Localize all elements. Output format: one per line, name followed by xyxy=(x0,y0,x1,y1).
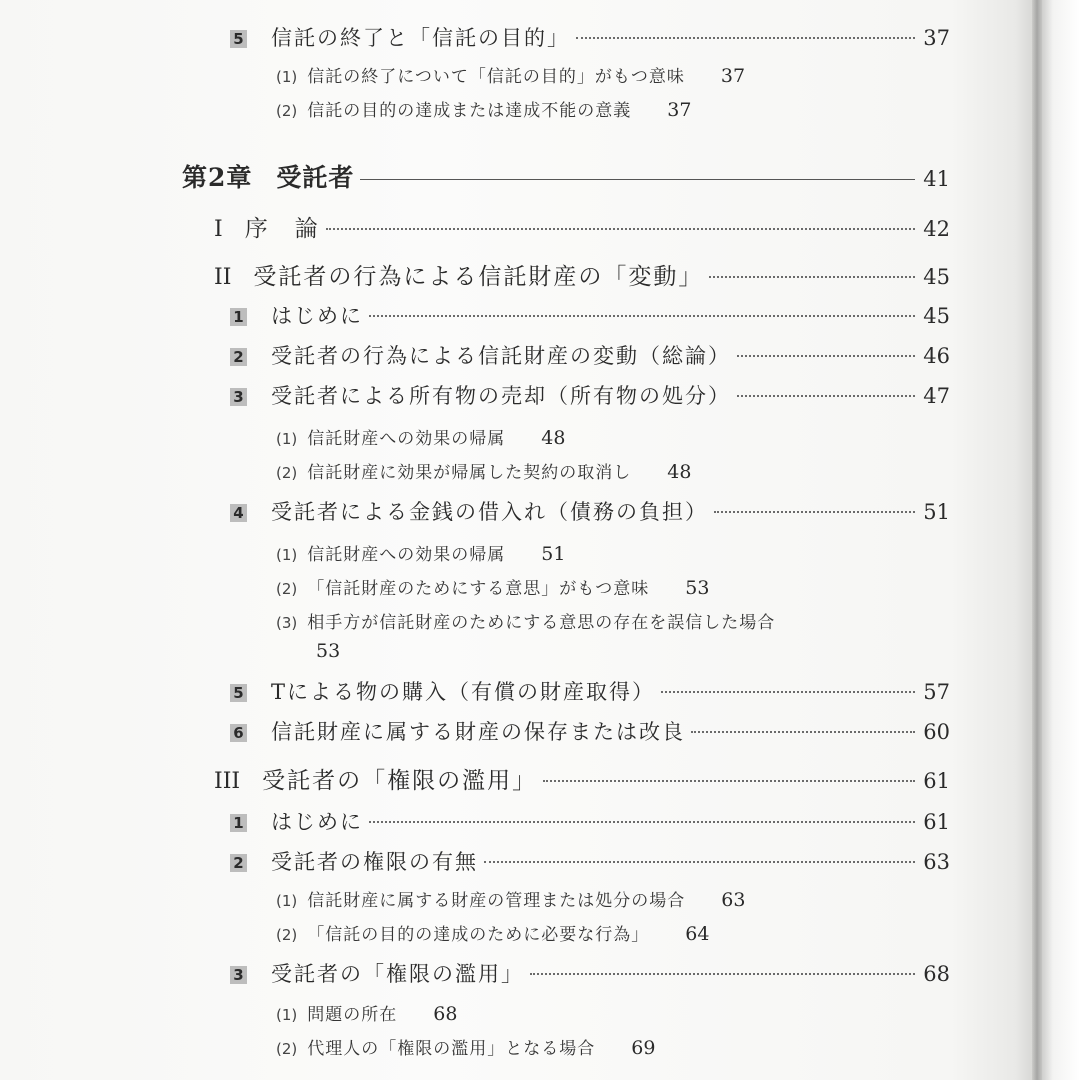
entry-title: 受託者の行為による信託財産の「変動」 xyxy=(253,264,704,290)
section-number-badge: 5 xyxy=(230,684,247,702)
page-number: 51 xyxy=(541,543,566,565)
toc-entry xyxy=(230,846,950,876)
page-number: 60 xyxy=(923,720,950,744)
toc-subentry xyxy=(276,1000,457,1025)
page-number: 61 xyxy=(923,769,950,793)
dot-leader xyxy=(326,228,916,230)
entry-title: 問題の所在 xyxy=(307,1005,398,1025)
dot-leader xyxy=(369,315,915,317)
page-number: 57 xyxy=(923,680,950,704)
rule-leader xyxy=(360,179,915,180)
toc-chapter-entry xyxy=(182,158,950,194)
entry-title: はじめに xyxy=(271,810,363,834)
toc-subentry xyxy=(276,62,745,87)
toc-subentry xyxy=(276,920,709,945)
subsection-number: (1) xyxy=(276,430,298,448)
entry-title: 代理人の「権限の濫用」となる場合 xyxy=(307,1039,596,1059)
section-number-badge: 2 xyxy=(230,854,247,872)
dot-leader xyxy=(709,276,915,278)
part-numeral: II xyxy=(214,265,232,290)
entry-title: 受託者の行為による信託財産の変動（総論） xyxy=(271,344,731,368)
subsection-number: (1) xyxy=(276,546,298,564)
entry-title: はじめに xyxy=(271,304,363,328)
entry-title: 受託者の権限の有無 xyxy=(271,850,478,874)
dot-leader xyxy=(576,37,915,39)
page-number: 46 xyxy=(923,344,950,368)
toc-part-entry xyxy=(214,210,950,243)
toc-entry xyxy=(230,22,950,52)
entry-title: 信託の終了と「信託の目的」 xyxy=(271,26,570,50)
page-number: 68 xyxy=(923,962,950,986)
dot-leader xyxy=(737,395,915,397)
subsection-number: (2) xyxy=(276,1040,298,1058)
page-number: 42 xyxy=(923,217,950,241)
toc-wrapped-page xyxy=(316,640,340,662)
page-number: 64 xyxy=(685,923,710,945)
dot-leader xyxy=(530,973,915,975)
subsection-number: (3) xyxy=(276,614,298,632)
entry-title: 信託の目的の達成または達成不能の意義 xyxy=(307,101,632,121)
toc-entry xyxy=(230,676,950,706)
dot-leader xyxy=(691,731,915,733)
entry-title: 相手方が信託財産のためにする意思の存在を誤信した場合 xyxy=(307,613,776,633)
toc-entry xyxy=(230,958,950,988)
toc-entry xyxy=(230,380,950,410)
toc-subentry xyxy=(276,540,565,565)
toc-subentry xyxy=(276,608,775,633)
dot-leader xyxy=(369,821,915,823)
subsection-number: (2) xyxy=(276,464,298,482)
page-number: 53 xyxy=(685,577,710,599)
dot-leader xyxy=(484,861,915,863)
dot-leader xyxy=(661,691,915,693)
entry-title: 序 論 xyxy=(244,216,320,242)
toc-subentry xyxy=(276,574,709,599)
toc-entry xyxy=(230,716,950,746)
entry-title: 受託者の「権限の濫用」 xyxy=(271,962,524,986)
entry-title: 信託財産への効果の帰属 xyxy=(307,429,506,449)
section-number-badge: 1 xyxy=(230,814,247,832)
section-number-badge: 1 xyxy=(230,308,247,326)
dot-leader xyxy=(543,780,915,782)
subsection-number: (1) xyxy=(276,68,298,86)
entry-title: 受託者の「権限の濫用」 xyxy=(262,768,538,794)
entry-title: 信託財産への効果の帰属 xyxy=(307,545,506,565)
page-number: 51 xyxy=(923,500,950,524)
page-number: 53 xyxy=(316,640,341,662)
toc-entry xyxy=(230,496,950,526)
entry-title: 受託者による所有物の売却（所有物の処分） xyxy=(271,384,731,408)
part-numeral: I xyxy=(214,217,223,242)
subsection-number: (2) xyxy=(276,102,298,120)
entry-title: 「信託の目的の達成のために必要な行為」 xyxy=(307,925,650,945)
subsection-number: (1) xyxy=(276,892,298,910)
toc-subentry xyxy=(276,1034,655,1059)
part-numeral: III xyxy=(214,769,241,794)
subsection-number: (1) xyxy=(276,1006,298,1024)
toc-subentry xyxy=(276,886,745,911)
toc-entry xyxy=(230,340,950,370)
page-number: 37 xyxy=(923,26,950,50)
toc-entry xyxy=(230,806,950,836)
page-number: 63 xyxy=(721,889,746,911)
page-number: 45 xyxy=(923,304,950,328)
section-number-badge: 3 xyxy=(230,388,247,406)
section-number-badge: 6 xyxy=(230,724,247,742)
page-number: 37 xyxy=(667,99,692,121)
page-number: 41 xyxy=(923,167,950,191)
book-spine-shadow xyxy=(1032,0,1042,1080)
section-number-badge: 2 xyxy=(230,348,247,366)
dot-leader xyxy=(737,355,915,357)
page-number: 37 xyxy=(720,65,746,87)
toc-part-entry xyxy=(214,258,950,291)
entry-title: 信託財産に属する財産の保存または改良 xyxy=(271,720,685,744)
toc-subentry xyxy=(276,458,691,483)
toc-part-entry xyxy=(214,762,950,795)
dot-leader xyxy=(714,511,915,513)
page-number: 68 xyxy=(433,1003,458,1025)
entry-title: 「信託財産のためにする意思」がもつ意味 xyxy=(307,579,650,599)
subsection-number: (2) xyxy=(276,926,298,944)
chapter-title: 受託者 xyxy=(276,163,355,192)
entry-title: 受託者による金銭の借入れ（債務の負担） xyxy=(271,500,708,524)
toc-subentry xyxy=(276,424,565,449)
page-number: 48 xyxy=(541,427,566,449)
page-number: 61 xyxy=(923,810,950,834)
chapter-number: 第2章 xyxy=(182,163,253,192)
page-number: 63 xyxy=(923,850,950,874)
page-number: 47 xyxy=(923,384,950,408)
entry-title: 信託財産に効果が帰属した契約の取消し xyxy=(307,463,632,483)
page-number: 45 xyxy=(923,265,950,289)
entry-title: 信託の終了について「信託の目的」がもつ意味 xyxy=(307,67,685,87)
entry-title: 信託財産に属する財産の管理または処分の場合 xyxy=(307,891,686,911)
toc-entry xyxy=(230,300,950,330)
section-number-badge: 5 xyxy=(230,30,247,48)
toc-subentry xyxy=(276,96,691,121)
section-number-badge: 4 xyxy=(230,504,247,522)
section-number-badge: 3 xyxy=(230,966,247,984)
entry-title: Tによる物の購入（有償の財産取得） xyxy=(271,680,656,704)
page-number: 48 xyxy=(667,461,692,483)
page-number: 69 xyxy=(631,1037,656,1059)
subsection-number: (2) xyxy=(276,580,298,598)
